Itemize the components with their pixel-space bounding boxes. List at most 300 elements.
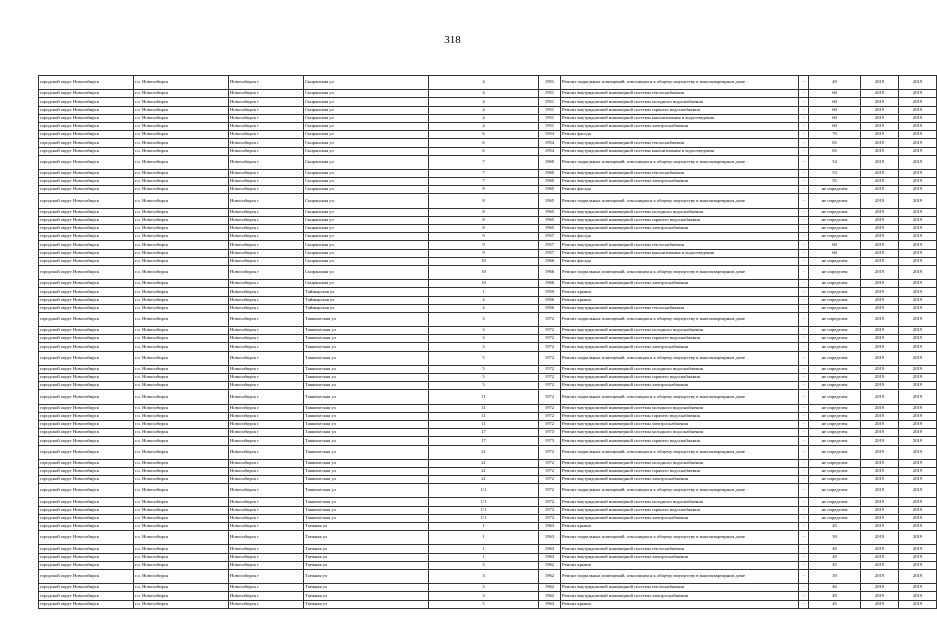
street-cell: Сызранская ул — [304, 241, 429, 249]
plan-start-cell: 2019 — [861, 233, 899, 241]
municipality-cell: городской округ Новосибирск — [39, 90, 134, 98]
work-type-cell: Ремонт внутридомовой инженерной системы холодного водоснабжения — [561, 429, 799, 437]
work-type-cell: Ремонт внутридомовой инженерной системы электроснабжения — [561, 592, 799, 600]
street-cell: Сызранская ул — [304, 225, 429, 233]
built-year-cell: 1966 — [539, 265, 561, 279]
work-type-cell: Ремонт крыши — [561, 523, 799, 531]
built-year-cell: 1957 — [539, 241, 561, 249]
house-number-cell: 21 — [429, 459, 539, 467]
city-cell: Новосибирск г — [229, 280, 304, 288]
plan-start-cell: 2019 — [861, 351, 899, 365]
dash-cell: - — [799, 484, 809, 498]
settlement-cell: г.о. Новосибирск — [134, 420, 229, 428]
dash-cell: - — [799, 592, 809, 600]
settlement-cell: г.о. Новосибирск — [134, 600, 229, 608]
house-number-cell: 10 — [429, 265, 539, 279]
dash-cell: - — [799, 514, 809, 522]
page-number: 318 — [444, 34, 461, 46]
dash-cell: - — [799, 312, 809, 326]
settlement-cell: г.о. Новосибирск — [134, 296, 229, 304]
house-number-cell: 4 — [429, 76, 539, 90]
house-number-cell: 8 — [429, 194, 539, 208]
house-number-cell: 10 — [429, 280, 539, 288]
table-row — [39, 106, 937, 114]
dash-cell: - — [799, 155, 809, 169]
table-row — [39, 484, 937, 498]
street-cell: Ташкентская ул — [304, 484, 429, 498]
table-row — [39, 90, 937, 98]
plan-start-cell: 2019 — [861, 280, 899, 288]
table-row — [39, 327, 937, 335]
service-life-cell: 49 — [809, 592, 861, 600]
street-cell: Таежная ул — [304, 600, 429, 608]
built-year-cell: 1963 — [539, 523, 561, 531]
service-life-cell: не определен — [809, 429, 861, 437]
municipality-cell: городской округ Новосибирск — [39, 327, 134, 335]
settlement-cell: г.о. Новосибирск — [134, 155, 229, 169]
plan-end-cell: 2019 — [899, 365, 937, 373]
municipality-cell: городской округ Новосибирск — [39, 545, 134, 553]
table-row — [39, 592, 937, 600]
service-life-cell: не определен — [809, 194, 861, 208]
house-number-cell: 8 — [429, 216, 539, 224]
house-number-cell: 11 — [429, 390, 539, 404]
house-number-cell: 7 — [429, 178, 539, 186]
work-type-cell: Ремонт подвальных помещений, относящихся к общему имуществу в многоквартирном доме — [561, 265, 799, 279]
plan-start-cell: 2019 — [861, 569, 899, 583]
plan-end-cell: 2019 — [899, 169, 937, 177]
work-type-cell: Ремонт крыши — [561, 296, 799, 304]
work-type-cell: Ремонт подвальных помещений, относящихся к общему имуществу в многоквартирном доме — [561, 155, 799, 169]
settlement-cell: г.о. Новосибирск — [134, 437, 229, 445]
plan-start-cell: 2019 — [861, 445, 899, 459]
street-cell: Ташкентская ул — [304, 412, 429, 420]
plan-start-cell: 2019 — [861, 76, 899, 90]
municipality-cell: городской округ Новосибирск — [39, 459, 134, 467]
street-cell: Ташкентская ул — [304, 467, 429, 475]
service-life-cell: 40 — [809, 584, 861, 592]
service-life-cell: не определен — [809, 382, 861, 390]
city-cell: Новосибирск г — [229, 233, 304, 241]
plan-end-cell: 2019 — [899, 139, 937, 147]
plan-end-cell: 2019 — [899, 304, 937, 312]
service-life-cell: 60 — [809, 114, 861, 122]
built-year-cell: 1973 — [539, 429, 561, 437]
dash-cell: - — [799, 280, 809, 288]
table-row — [39, 233, 937, 241]
house-number-cell: 2 — [429, 296, 539, 304]
settlement-cell: г.о. Новосибирск — [134, 194, 229, 208]
work-type-cell: Ремонт внутридомовой инженерной системы теплоснабжения — [561, 241, 799, 249]
municipality-cell: городской округ Новосибирск — [39, 312, 134, 326]
plan-end-cell: 2019 — [899, 76, 937, 90]
table-row — [39, 304, 937, 312]
settlement-cell: г.о. Новосибирск — [134, 429, 229, 437]
dash-cell: - — [799, 374, 809, 382]
house-number-cell: 4 — [429, 98, 539, 106]
plan-start-cell: 2019 — [861, 382, 899, 390]
municipality-cell: городской округ Новосибирск — [39, 155, 134, 169]
plan-end-cell: 2019 — [899, 241, 937, 249]
street-cell: Ташкентская ул — [304, 374, 429, 382]
built-year-cell: 1972 — [539, 514, 561, 522]
street-cell: Ташкентская ул — [304, 445, 429, 459]
house-number-cell: 3 — [429, 327, 539, 335]
built-year-cell: 1954 — [539, 139, 561, 147]
plan-end-cell: 2019 — [899, 233, 937, 241]
work-type-cell: Ремонт внутридомовой инженерной системы канализования и водоотведения — [561, 147, 799, 155]
table-row — [39, 351, 937, 365]
municipality-cell: городской округ Новосибирск — [39, 265, 134, 279]
dash-cell: - — [799, 553, 809, 561]
table-row — [39, 122, 937, 130]
plan-start-cell: 2019 — [861, 90, 899, 98]
built-year-cell: 1972 — [539, 404, 561, 412]
municipality-cell: городской округ Новосибирск — [39, 304, 134, 312]
plan-end-cell: 2019 — [899, 412, 937, 420]
street-cell: Сызранская ул — [304, 249, 429, 257]
settlement-cell: г.о. Новосибирск — [134, 241, 229, 249]
settlement-cell: г.о. Новосибирск — [134, 445, 229, 459]
plan-end-cell: 2019 — [899, 90, 937, 98]
table-row — [39, 249, 937, 257]
work-type-cell: Ремонт подвальных помещений, относящихся к общему имуществу в многоквартирном доме — [561, 390, 799, 404]
built-year-cell: 1972 — [539, 506, 561, 514]
settlement-cell: г.о. Новосибирск — [134, 147, 229, 155]
street-cell: Ташкентская ул — [304, 404, 429, 412]
plan-end-cell: 2019 — [899, 186, 937, 194]
table-row — [39, 169, 937, 177]
work-type-cell: Ремонт крыши — [561, 288, 799, 296]
plan-end-cell: 2019 — [899, 327, 937, 335]
dash-cell: - — [799, 382, 809, 390]
built-year-cell: 1965 — [539, 186, 561, 194]
city-cell: Новосибирск г — [229, 139, 304, 147]
dash-cell: - — [799, 445, 809, 459]
table-row — [39, 335, 937, 343]
house-number-cell: 8 — [429, 225, 539, 233]
street-cell: Таежная ул — [304, 545, 429, 553]
plan-start-cell: 2019 — [861, 365, 899, 373]
work-type-cell: Ремонт подвальных помещений, относящихся к общему имуществу в многоквартирном доме — [561, 351, 799, 365]
dash-cell: - — [799, 365, 809, 373]
city-cell: Новосибирск г — [229, 327, 304, 335]
municipality-cell: городской округ Новосибирск — [39, 365, 134, 373]
dash-cell: - — [799, 208, 809, 216]
dash-cell: - — [799, 169, 809, 177]
built-year-cell: 1954 — [539, 131, 561, 139]
work-type-cell: Ремонт внутридомовой инженерной системы электроснабжения — [561, 122, 799, 130]
built-year-cell: 1972 — [539, 327, 561, 335]
capital-repair-table — [38, 75, 937, 609]
street-cell: Таежная ул — [304, 592, 429, 600]
settlement-cell: г.о. Новосибирск — [134, 304, 229, 312]
work-type-cell: Ремонт крыши — [561, 561, 799, 569]
table-row — [39, 420, 937, 428]
street-cell: Сызранская ул — [304, 147, 429, 155]
table-row — [39, 445, 937, 459]
street-cell: Ташкентская ул — [304, 365, 429, 373]
table-row — [39, 429, 937, 437]
built-year-cell: 1972 — [539, 312, 561, 326]
dash-cell: - — [799, 178, 809, 186]
table-row — [39, 98, 937, 106]
work-type-cell: Ремонт подвальных помещений, относящихся к общему имуществу в многоквартирном доме — [561, 531, 799, 545]
street-cell: Сызранская ул — [304, 194, 429, 208]
plan-end-cell: 2019 — [899, 178, 937, 186]
house-number-cell: 3 — [429, 335, 539, 343]
plan-start-cell: 2019 — [861, 459, 899, 467]
plan-end-cell: 2019 — [899, 343, 937, 351]
city-cell: Новосибирск г — [229, 216, 304, 224]
house-number-cell: 3 — [429, 312, 539, 326]
built-year-cell: 1951 — [539, 106, 561, 114]
service-life-cell: 65 — [809, 139, 861, 147]
work-type-cell: Ремонт внутридомовой инженерной системы холодного водоснабжения — [561, 98, 799, 106]
street-cell: Ташкентская ул — [304, 351, 429, 365]
dash-cell: - — [799, 335, 809, 343]
house-number-cell: 17 — [429, 437, 539, 445]
municipality-cell: городской округ Новосибирск — [39, 225, 134, 233]
service-life-cell: не определен — [809, 459, 861, 467]
city-cell: Новосибирск г — [229, 76, 304, 90]
built-year-cell: 1954 — [539, 147, 561, 155]
dash-cell: - — [799, 476, 809, 484]
work-type-cell: Ремонт фасада — [561, 186, 799, 194]
city-cell: Новосибирск г — [229, 506, 304, 514]
built-year-cell: 1973 — [539, 437, 561, 445]
plan-end-cell: 2019 — [899, 514, 937, 522]
dash-cell: - — [799, 265, 809, 279]
work-type-cell: Ремонт внутридомовой инженерной системы электроснабжения — [561, 420, 799, 428]
plan-start-cell: 2019 — [861, 296, 899, 304]
city-cell: Новосибирск г — [229, 335, 304, 343]
table-row — [39, 147, 937, 155]
built-year-cell: 1962 — [539, 584, 561, 592]
plan-start-cell: 2019 — [861, 327, 899, 335]
service-life-cell: не определен — [809, 498, 861, 506]
house-number-cell: 5 — [429, 351, 539, 365]
dash-cell: - — [799, 343, 809, 351]
street-cell: Сызранская ул — [304, 233, 429, 241]
service-life-cell: не определен — [809, 304, 861, 312]
house-number-cell: 4 — [429, 122, 539, 130]
municipality-cell: городской округ Новосибирск — [39, 216, 134, 224]
settlement-cell: г.о. Новосибирск — [134, 382, 229, 390]
city-cell: Новосибирск г — [229, 304, 304, 312]
table-row — [39, 208, 937, 216]
settlement-cell: г.о. Новосибирск — [134, 327, 229, 335]
city-cell: Новосибирск г — [229, 131, 304, 139]
plan-start-cell: 2019 — [861, 288, 899, 296]
house-number-cell: 1 — [429, 288, 539, 296]
plan-end-cell: 2019 — [899, 459, 937, 467]
city-cell: Новосибирск г — [229, 553, 304, 561]
municipality-cell: городской округ Новосибирск — [39, 569, 134, 583]
city-cell: Новосибирск г — [229, 498, 304, 506]
city-cell: Новосибирск г — [229, 114, 304, 122]
settlement-cell: г.о. Новосибирск — [134, 106, 229, 114]
house-number-cell: 1/1 — [429, 514, 539, 522]
plan-end-cell: 2019 — [899, 225, 937, 233]
work-type-cell: Ремонт внутридомовой инженерной системы холодного водоснабжения — [561, 404, 799, 412]
service-life-cell: не определен — [809, 374, 861, 382]
house-number-cell: 1 — [429, 531, 539, 545]
settlement-cell: г.о. Новосибирск — [134, 139, 229, 147]
settlement-cell: г.о. Новосибирск — [134, 257, 229, 265]
dash-cell: - — [799, 561, 809, 569]
city-cell: Новосибирск г — [229, 437, 304, 445]
plan-start-cell: 2019 — [861, 420, 899, 428]
city-cell: Новосибирск г — [229, 241, 304, 249]
table-row — [39, 365, 937, 373]
work-type-cell: Ремонт внутридомовой инженерной системы электроснабжения — [561, 225, 799, 233]
street-cell: Таежная ул — [304, 553, 429, 561]
table-row — [39, 382, 937, 390]
built-year-cell: 1972 — [539, 365, 561, 373]
settlement-cell: г.о. Новосибирск — [134, 514, 229, 522]
table-row — [39, 114, 937, 122]
house-number-cell: 5 — [429, 374, 539, 382]
plan-start-cell: 2019 — [861, 178, 899, 186]
house-number-cell: 3 — [429, 569, 539, 583]
settlement-cell: г.о. Новосибирск — [134, 374, 229, 382]
plan-start-cell: 2019 — [861, 592, 899, 600]
street-cell: Ташкентская ул — [304, 498, 429, 506]
settlement-cell: г.о. Новосибирск — [134, 169, 229, 177]
house-number-cell: 3 — [429, 592, 539, 600]
plan-end-cell: 2019 — [899, 194, 937, 208]
city-cell: Новосибирск г — [229, 208, 304, 216]
plan-end-cell: 2019 — [899, 106, 937, 114]
street-cell: Сызранская ул — [304, 178, 429, 186]
dash-cell: - — [799, 545, 809, 553]
dash-cell: - — [799, 249, 809, 257]
street-cell: Сызранская ул — [304, 106, 429, 114]
plan-start-cell: 2019 — [861, 374, 899, 382]
plan-start-cell: 2019 — [861, 514, 899, 522]
house-number-cell: 5 — [429, 365, 539, 373]
plan-end-cell: 2019 — [899, 249, 937, 257]
street-cell: Сызранская ул — [304, 265, 429, 279]
settlement-cell: г.о. Новосибирск — [134, 365, 229, 373]
dash-cell: - — [799, 98, 809, 106]
work-type-cell: Ремонт внутридомовой инженерной системы горячего водоснабжения — [561, 216, 799, 224]
plan-start-cell: 2019 — [861, 114, 899, 122]
table-row — [39, 476, 937, 484]
plan-end-cell: 2019 — [899, 484, 937, 498]
settlement-cell: г.о. Новосибирск — [134, 216, 229, 224]
table-row — [39, 280, 937, 288]
city-cell: Новосибирск г — [229, 178, 304, 186]
built-year-cell: 1966 — [539, 257, 561, 265]
municipality-cell: городской округ Новосибирск — [39, 147, 134, 155]
house-number-cell: 3 — [429, 584, 539, 592]
built-year-cell: 1972 — [539, 343, 561, 351]
built-year-cell: 1957 — [539, 249, 561, 257]
service-life-cell: 65 — [809, 147, 861, 155]
built-year-cell: 1963 — [539, 545, 561, 553]
plan-start-cell: 2019 — [861, 484, 899, 498]
plan-end-cell: 2019 — [899, 531, 937, 545]
service-life-cell: 45 — [809, 561, 861, 569]
city-cell: Новосибирск г — [229, 569, 304, 583]
table-row — [39, 584, 937, 592]
work-type-cell: Ремонт внутридомовой инженерной системы теплоснабжения — [561, 169, 799, 177]
house-number-cell: 6 — [429, 147, 539, 155]
plan-start-cell: 2019 — [861, 404, 899, 412]
table-row — [39, 553, 937, 561]
city-cell: Новосибирск г — [229, 351, 304, 365]
work-type-cell: Ремонт внутридомовой инженерной системы теплоснабжения — [561, 584, 799, 592]
city-cell: Новосибирск г — [229, 288, 304, 296]
house-number-cell: 1/1 — [429, 498, 539, 506]
house-number-cell: 21 — [429, 467, 539, 475]
city-cell: Новосибирск г — [229, 343, 304, 351]
house-number-cell: 1 — [429, 523, 539, 531]
house-number-cell: 6 — [429, 139, 539, 147]
municipality-cell: городской округ Новосибирск — [39, 484, 134, 498]
plan-end-cell: 2019 — [899, 445, 937, 459]
plan-end-cell: 2019 — [899, 545, 937, 553]
built-year-cell: 1972 — [539, 412, 561, 420]
plan-start-cell: 2019 — [861, 131, 899, 139]
city-cell: Новосибирск г — [229, 90, 304, 98]
table-row — [39, 506, 937, 514]
service-life-cell: не определен — [809, 335, 861, 343]
plan-start-cell: 2019 — [861, 390, 899, 404]
house-number-cell: 7 — [429, 155, 539, 169]
dash-cell: - — [799, 233, 809, 241]
city-cell: Новосибирск г — [229, 514, 304, 522]
work-type-cell: Ремонт внутридомовой инженерной системы электроснабжения — [561, 343, 799, 351]
municipality-cell: городской округ Новосибирск — [39, 437, 134, 445]
street-cell: Таежная ул — [304, 569, 429, 583]
municipality-cell: городской округ Новосибирск — [39, 343, 134, 351]
plan-start-cell: 2019 — [861, 523, 899, 531]
work-type-cell: Ремонт внутридомовой инженерной системы теплоснабжения — [561, 304, 799, 312]
street-cell: Сызранская ул — [304, 114, 429, 122]
built-year-cell: 1960 — [539, 169, 561, 177]
street-cell: Сызранская ул — [304, 139, 429, 147]
city-cell: Новосибирск г — [229, 600, 304, 608]
service-life-cell: 39 — [809, 531, 861, 545]
service-life-cell: 39 — [809, 569, 861, 583]
settlement-cell: г.о. Новосибирск — [134, 584, 229, 592]
service-life-cell: не определен — [809, 265, 861, 279]
house-number-cell: 1 — [429, 553, 539, 561]
house-number-cell: 1 — [429, 545, 539, 553]
street-cell: Сызранская ул — [304, 122, 429, 130]
built-year-cell: 1960 — [539, 155, 561, 169]
service-life-cell: не определен — [809, 296, 861, 304]
municipality-cell: городской округ Новосибирск — [39, 584, 134, 592]
plan-end-cell: 2019 — [899, 523, 937, 531]
built-year-cell: 1972 — [539, 382, 561, 390]
dash-cell: - — [799, 523, 809, 531]
plan-end-cell: 2019 — [899, 122, 937, 130]
work-type-cell: Ремонт внутридомовой инженерной системы электроснабжения — [561, 280, 799, 288]
work-type-cell: Ремонт внутридомовой инженерной системы канализования и водоотведения — [561, 249, 799, 257]
house-number-cell: 2 — [429, 304, 539, 312]
house-number-cell: 3 — [429, 561, 539, 569]
built-year-cell: 1951 — [539, 114, 561, 122]
table-row — [39, 600, 937, 608]
plan-end-cell: 2019 — [899, 498, 937, 506]
municipality-cell: городской округ Новосибирск — [39, 374, 134, 382]
work-type-cell: Ремонт фасада — [561, 131, 799, 139]
built-year-cell: 1972 — [539, 467, 561, 475]
